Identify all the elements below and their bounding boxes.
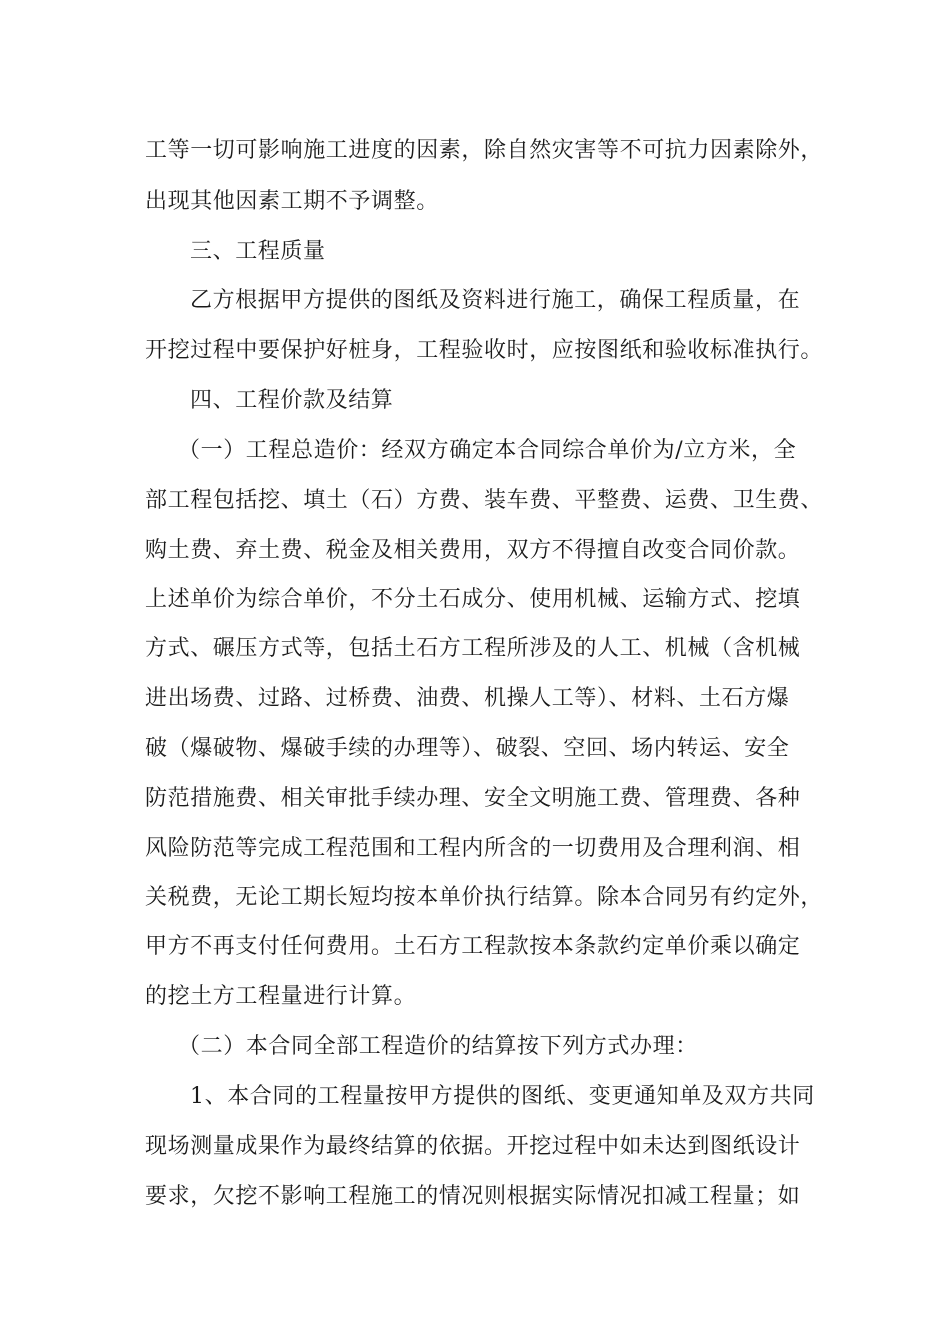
text-line: 方式、碾压方式等，包括土石方工程所涉及的人工、机械（含机械 — [145, 636, 801, 661]
text-line: 乙方根据甲方提供的图纸及资料进行施工，确保工程质量，在 — [190, 288, 801, 313]
text-line: 破（爆破物、爆破手续的办理等）、破裂、空回、场内转运、安全 — [145, 736, 790, 761]
text-line: 工等一切可影响施工进度的因素，除自然灾害等不可抗力因素除外， — [145, 138, 824, 163]
text-line: 1、本合同的工程量按甲方提供的图纸、变更通知单及双方共同 — [190, 1084, 815, 1109]
text-line: 开挖过程中要保护好桩身，工程验收时，应按图纸和验收标准执行。 — [145, 338, 824, 363]
section-heading: 四、工程价款及结算 — [190, 388, 394, 413]
text-line: 要求，欠挖不影响工程施工的情况则根据实际情况扣减工程量；如 — [145, 1184, 801, 1209]
text-line: 关税费，无论工期长短均按本单价执行结算。除本合同另有约定外， — [145, 885, 824, 910]
text-line: （二）本合同全部工程造价的结算按下列方式办理： — [178, 1034, 698, 1059]
text-line: 上述单价为综合单价，不分土石成分、使用机械、运输方式、挖填 — [145, 587, 801, 612]
text-line: 进出场费、过路、过桥费、油费、机操人工等）、材料、土石方爆 — [145, 686, 790, 711]
text-line: （一）工程总造价：经双方确定本合同综合单价为/立方米，全 — [178, 438, 797, 463]
text-line: 现场测量成果作为最终结算的依据。开挖过程中如未达到图纸设计 — [145, 1134, 801, 1159]
text-line: 购土费、弃土费、税金及相关费用，双方不得擅自改变合同价款。 — [145, 538, 801, 563]
text-line: 风险防范等完成工程范围和工程内所含的一切费用及合理利润、相 — [145, 836, 801, 861]
text-line: 部工程包括挖、填土（石）方费、装车费、平整费、运费、卫生费、 — [145, 488, 824, 513]
text-line: 防范措施费、相关审批手续办理、安全文明施工费、管理费、各种 — [145, 786, 801, 811]
text-line: 的挖土方工程量进行计算。 — [145, 984, 417, 1009]
text-line: 出现其他因素工期不予调整。 — [145, 189, 439, 214]
text-line: 甲方不再支付任何费用。土石方工程款按本条款约定单价乘以确定 — [145, 934, 801, 959]
section-heading: 三、工程质量 — [190, 239, 326, 264]
